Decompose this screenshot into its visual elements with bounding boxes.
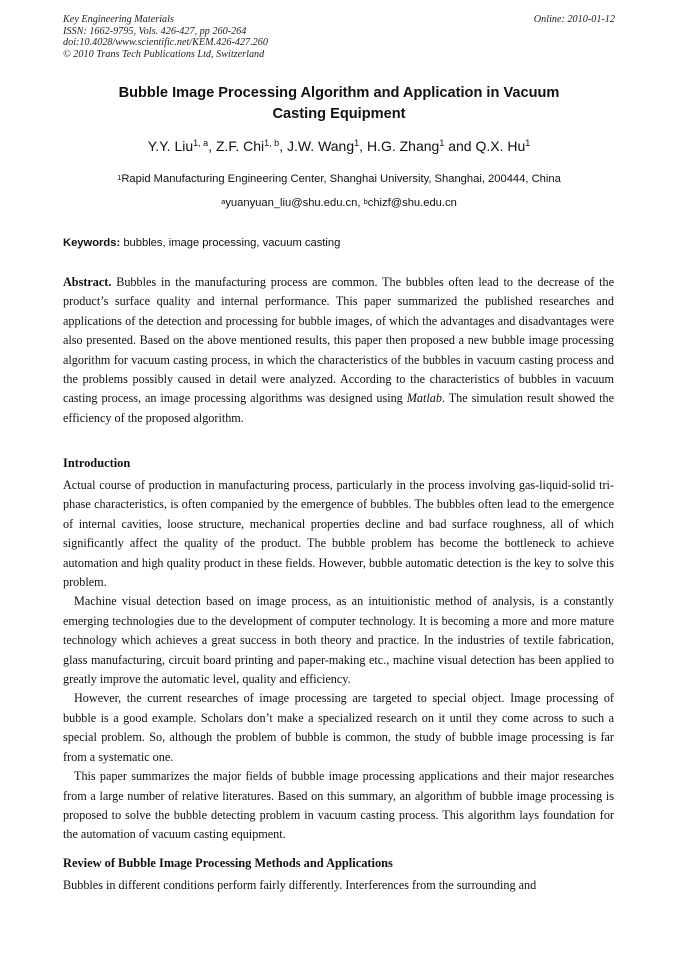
keywords: [63, 236, 615, 251]
email-a: yuanyuan_liu@shu.edu.cn: [225, 197, 358, 209]
author-name: H.G. Zhang: [366, 138, 440, 154]
author-name: Z.F. Chi: [215, 138, 265, 154]
email-b: chizf@shu.edu.cn: [367, 197, 457, 209]
online-date: Online: 2010-01-12: [533, 14, 615, 25]
author-emails: $^a$yuanyuan_liu@shu.edu.cn, $^b$chizf@shu.edu.cn: [221, 197, 457, 209]
author-list: Y.Y. Liu$^{1, a}$, Z.F. Chi$^{1, b}$, J.W. Wang$^1$, H.G. Zhang$^1$ and Q.X. Hu$^1$: [147, 138, 531, 154]
issn-line: ISSN: 1662-9795, Vols. 426-427, pp 260-264: [63, 25, 247, 37]
review-first-line: Bubbles in different conditions perform fairly differently. Interferences from the surrounding and: [63, 878, 537, 892]
author-affil-mark: 1, a: [193, 138, 209, 148]
paragraph: However, the current researches of image processing are targeted to special object. Image processing of bubble is a good example. Scholars don’t make a specialized research on it until they come across to such a special problem. So, although the problem of bubble is common, the study of bubble image processing is far from a systematic one.: [63, 691, 614, 764]
doi-line: doi:10.4028/www.scientific.net/KEM.426-427.260: [63, 37, 268, 49]
paragraph: This paper summarizes the major fields of bubble image processing applications and their major researches from a large number of relative literatures. Based on this summary, an algorithm of bubble image processing is proposed to solve the bubble detecting problem in vacuum casting process. This algorithm lays foundation for the automation of vacuum casting equipment.: [63, 769, 614, 842]
paper-title: [80, 83, 598, 125]
abstract-text-end: . The simulation result showed the efficiency of the proposed algorithm.: [63, 391, 615, 425]
abstract-text: Bubbles in the manufacturing process are common. The bubbles often lead to the decrease of the product’s surface quality and internal performance. This paper summarized the published researches and applications of the detection and processing for bubble images, of which the advantages and disadvantages were also presented. Based on the above mentioned results, this paper then proposed a new bubble image processing algorithm for vacuum casting process, in which the characteristics of the bubbles in vacuum casting process and the problems possibly caused in detail were analyzed. According to the characteristics of bubbles in vacuum casting process, an image processing algorithms was designed using: [63, 275, 614, 406]
author-conjunction: and: [448, 138, 472, 154]
affiliation-mark: 1: [117, 173, 122, 182]
abstract-label: Abstract.: [63, 275, 112, 289]
journal-name: Key Engineering Materials: [63, 14, 174, 25]
affiliation: [40, 172, 638, 187]
email-mark: a: [221, 197, 226, 206]
software-name: Matlab: [406, 391, 442, 406]
title-line-1: Bubble Image Processing Algorithm and Application in Vacuum: [118, 85, 560, 101]
author-name: J.W. Wang: [286, 138, 355, 154]
section-heading-introduction: Introduction: [63, 456, 131, 470]
abstract: [63, 273, 614, 428]
journal-info: [63, 14, 483, 60]
paragraph: Machine visual detection based on image process, as an intuitionistic method of analysis, is a constantly emerging technologies due to the development of computer technology. It is becoming a more and more mature technology which achieves a great success in both theory and practice. In the industries of textile fabrication, glass manufacturing, circuit board printing and paper-making etc., machine visual detection has been applied to greatly improve the automatic level, quality and efficiency.: [63, 594, 614, 687]
copyright-line: © 2010 Trans Tech Publications Ltd, Switzerland: [63, 48, 265, 60]
author-affil-mark: 1: [354, 138, 360, 148]
introduction-body: [63, 476, 614, 845]
section-heading-review: Review of Bubble Image Processing Methods and Applications: [63, 856, 393, 870]
author-name: Q.X. Hu: [475, 138, 526, 154]
author-affil-mark: 1: [439, 138, 445, 148]
author-name: Y.Y. Liu: [147, 138, 194, 154]
affiliation-text: Rapid Manufacturing Engineering Center, Shanghai University, Shanghai, 200444, China: [121, 173, 561, 185]
paragraph: Actual course of production in manufacturing process, particularly in the process involving gas-liquid-solid tri-phase characteristics, is often companied by the emergence of bubbles. The bubbles often lead to the emergence of internal cavities, loose structure, mechanical properties decline and bad surface roughness, all of which significantly affect the quality of the product. The bubble problem has become the bottleneck to achieve automation and high quality product in these fields. However, bubble automatic detection is the key to solve this problem.: [63, 478, 614, 590]
keywords-text: bubbles, image processing, vacuum casting: [123, 237, 341, 249]
author-affil-mark: 1, b: [264, 138, 280, 148]
keywords-label: Keywords:: [63, 237, 121, 249]
author-affil-mark: 1: [525, 138, 531, 148]
title-line-2: Casting Equipment: [272, 106, 406, 122]
email-mark: b: [363, 197, 368, 206]
